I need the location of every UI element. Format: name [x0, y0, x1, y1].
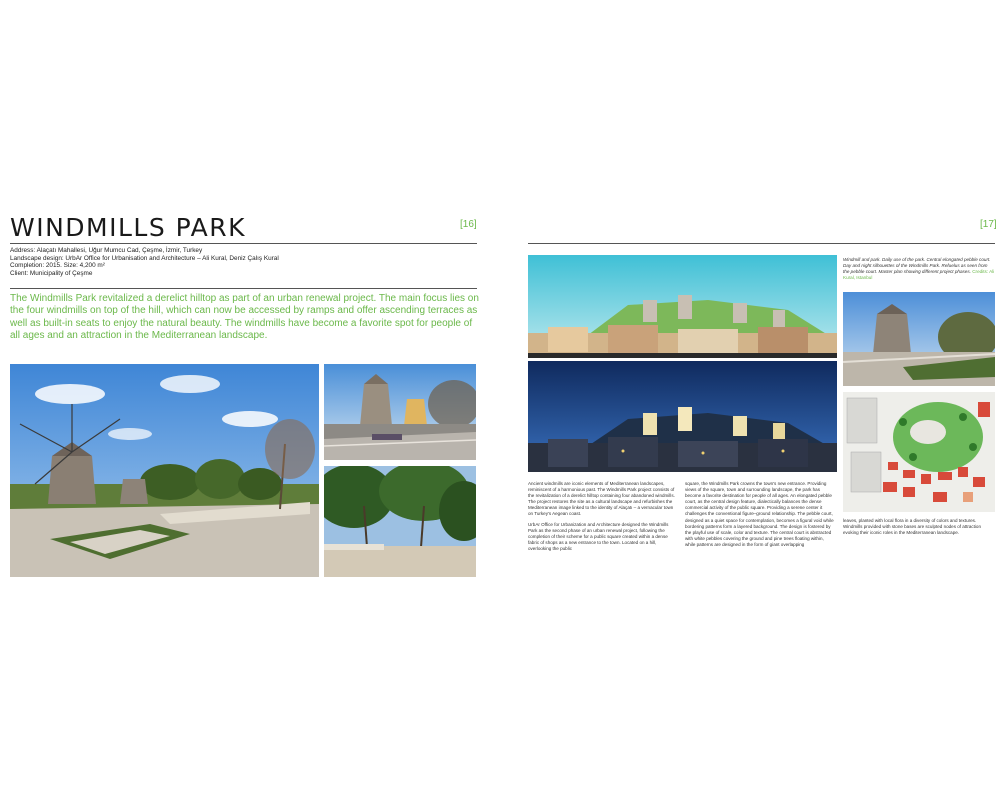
- photo-night-silhouette: [528, 361, 837, 472]
- lead-paragraph: The Windmills Park revitalized a derelict hilltop as part of an urban renewal project. The main focus lies on the four windmills on top of the hill, which can now be accessed by ramps and offer ascending terraces as well as built-in seats to enjoy the natural beauty. The windmills have become a favorite spot for people of all ages and an attraction in the Mediterranean landscape.: [10, 293, 479, 342]
- master-plan-image: [843, 392, 995, 512]
- photo-caption: [843, 257, 995, 281]
- meta-client: Client: Municipality of Çeşme: [10, 269, 93, 277]
- body-paragraph: leaves, planted with local flora in a diversity of colors and textures. Windmills provided with stone bases are sculpted nodes of attraction evoking their iconic roles in the Mediterranean landscape.: [843, 518, 981, 536]
- photo-pine-trees: [324, 466, 476, 577]
- photo-windmill-park: [843, 292, 995, 386]
- photo-windmill-main: [10, 364, 319, 577]
- body-column-3: [843, 518, 995, 540]
- photo-day-silhouette: [528, 255, 837, 358]
- meta-address: Address: Alaçatı Mahallesi, Uğur Mumcu Cad, Çeşme, İzmir, Turkey: [10, 247, 203, 254]
- meta-rule: [10, 288, 477, 289]
- meta-designer: Landscape design: UrbAr Office for Urbanisation and Architecture – Ali Kural, Deniz Çalış Kural: [10, 254, 279, 262]
- photo-windmills-dusk: [324, 364, 476, 460]
- body-paragraph: Ancient windmills are iconic elements of Mediterranean landscapes, reminiscent of a harmonious past. The Windmills Park project consists of the revitalization of a derelict hilltop containing four abandoned windmills. The project restores the site as a cultural landscape and refurbishes the Mediterranean image linked to the identity of Alaçatı – a vernacular town on Turkey's Aegean coast.: [528, 481, 675, 517]
- page-number-right: [17]: [980, 219, 997, 230]
- body-column-2: [685, 481, 835, 552]
- page-number-left: [16]: [460, 219, 477, 230]
- project-meta: [10, 247, 480, 277]
- caption-credit: Credits: Ali Kural, Istanbul: [843, 269, 995, 280]
- title-rule: [10, 243, 477, 244]
- body-paragraph: square, the Windmills Park crowns the town's new entrance. Providing views of the square, town and surrounding landscape, the park has become a favorite destination for people of all ages. An elongated pebble court, as the central design feature, dialectically balances the dense commercial activity of the public square. Providing a serene center it challenges the conventional figure–ground relationship. The pebble court, designed as a quiet space for contemplation, becomes a figural void while bordering patterns form a layered background. The design is fostered by the playful use of scale, color and texture. The central court is abstracted with white pebbles covering the ground and pine trees floating within, while patterns are designed in the form of giant overlapping: [685, 481, 834, 547]
- meta-completion: Completion: 2015. Size: 4,200 m²: [10, 262, 105, 270]
- page-title: WINDMILLS PARK: [10, 213, 247, 242]
- right-top-rule: [528, 243, 995, 244]
- caption-text: Windmill and park. Daily use of the park. Central elongated pebble court. Day and night silhouettes of the Windmills Park. Refuelus as seen from the pebble court. Master plan showing different project phases.: [843, 257, 991, 274]
- body-column-1: [528, 481, 678, 556]
- body-paragraph: UrbAr Office for Urbanization and Architecture designed the Windmills Park as the second phase of an urban renewal project, following the completion of their scheme for a public square created within a dense fabric of shops as a new entrance to the town. Located on a hill, overlooking the public: [528, 521, 669, 551]
